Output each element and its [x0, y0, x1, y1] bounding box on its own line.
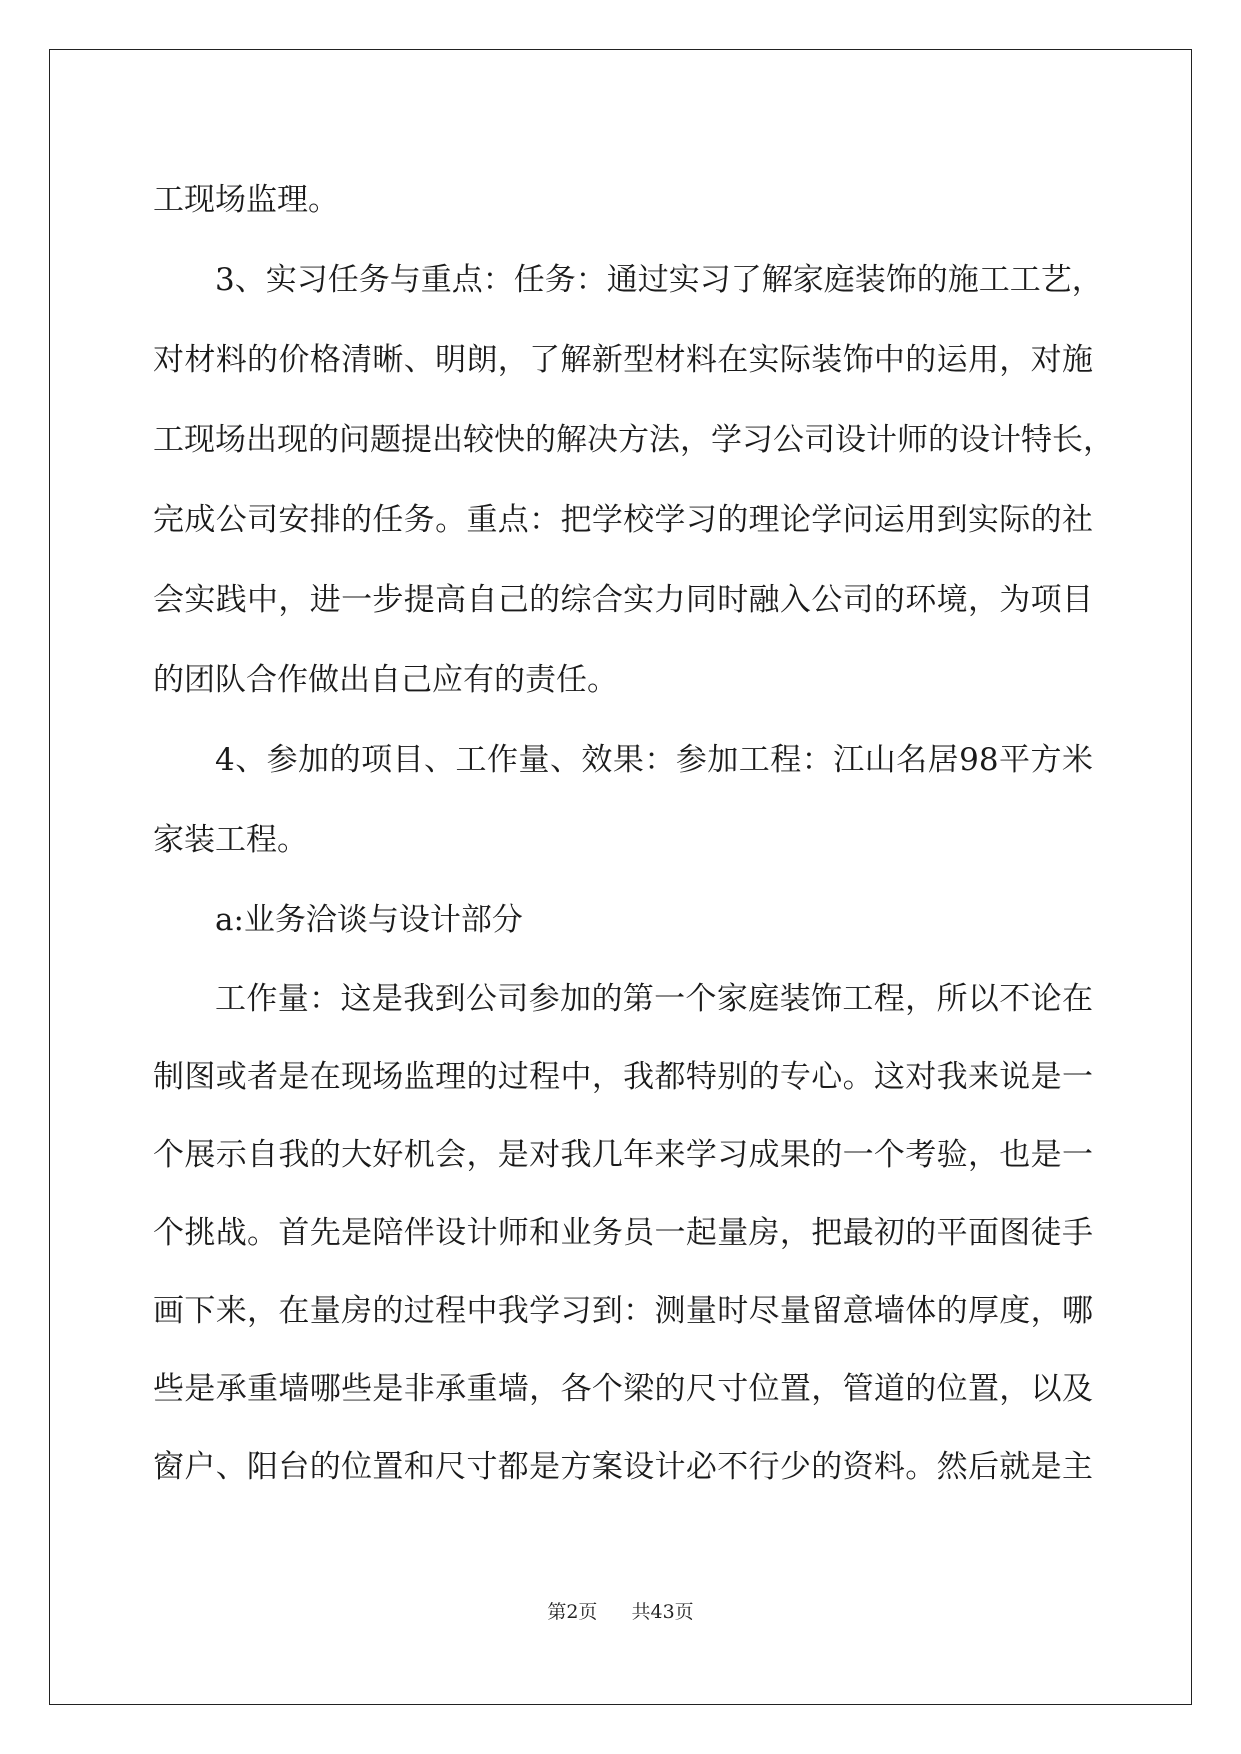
- text-line: 4、参加的项目、工作量、效果：参加工程：江山名居98平方米: [215, 742, 1093, 778]
- text-line: 工现场监理。: [153, 182, 339, 218]
- text-line: 完成公司安排的任务。重点：把学校学习的理论学问运用到实际的社: [153, 502, 1093, 538]
- text-line: 工现场出现的问题提出较快的解决方法，学习公司设计师的设计特长，: [153, 422, 1114, 458]
- text-line: 画下来，在量房的过程中我学习到：测量时尽量留意墙体的厚度，哪: [153, 1293, 1093, 1329]
- text-line: 工作量：这是我到公司参加的第一个家庭装饰工程，所以不论在: [215, 981, 1093, 1017]
- text-line: 家装工程。: [153, 822, 308, 858]
- document-body: [153, 160, 1114, 1506]
- page-total: 共43页: [631, 1601, 694, 1623]
- text-line: 会实践中，进一步提高自己的综合实力同时融入公司的环境，为项目: [153, 582, 1093, 618]
- text-line: 制图或者是在现场监理的过程中，我都特别的专心。这对我来说是一: [153, 1059, 1093, 1095]
- text-line: a:业务洽谈与设计部分: [215, 902, 523, 938]
- text-line: 的团队合作做出自己应有的责任。: [153, 662, 618, 698]
- text-line: 些是承重墙哪些是非承重墙，各个梁的尺寸位置，管道的位置，以及: [153, 1371, 1093, 1407]
- text-line: 对材料的价格清晰、明朗，了解新型材料在实际装饰中的运用，对施: [153, 342, 1093, 378]
- page-number: 第2页: [547, 1601, 598, 1623]
- text-line: 3、实习任务与重点：任务：通过实习了解家庭装饰的施工工艺，: [215, 262, 1103, 298]
- page-footer: [0, 1597, 1241, 1624]
- text-line: 窗户、阳台的位置和尺寸都是方案设计必不行少的资料。然后就是主: [153, 1449, 1093, 1485]
- text-line: 个展示自我的大好机会，是对我几年来学习成果的一个考验，也是一: [153, 1137, 1093, 1173]
- text-line: 个挑战。首先是陪伴设计师和业务员一起量房，把最初的平面图徒手: [153, 1215, 1093, 1251]
